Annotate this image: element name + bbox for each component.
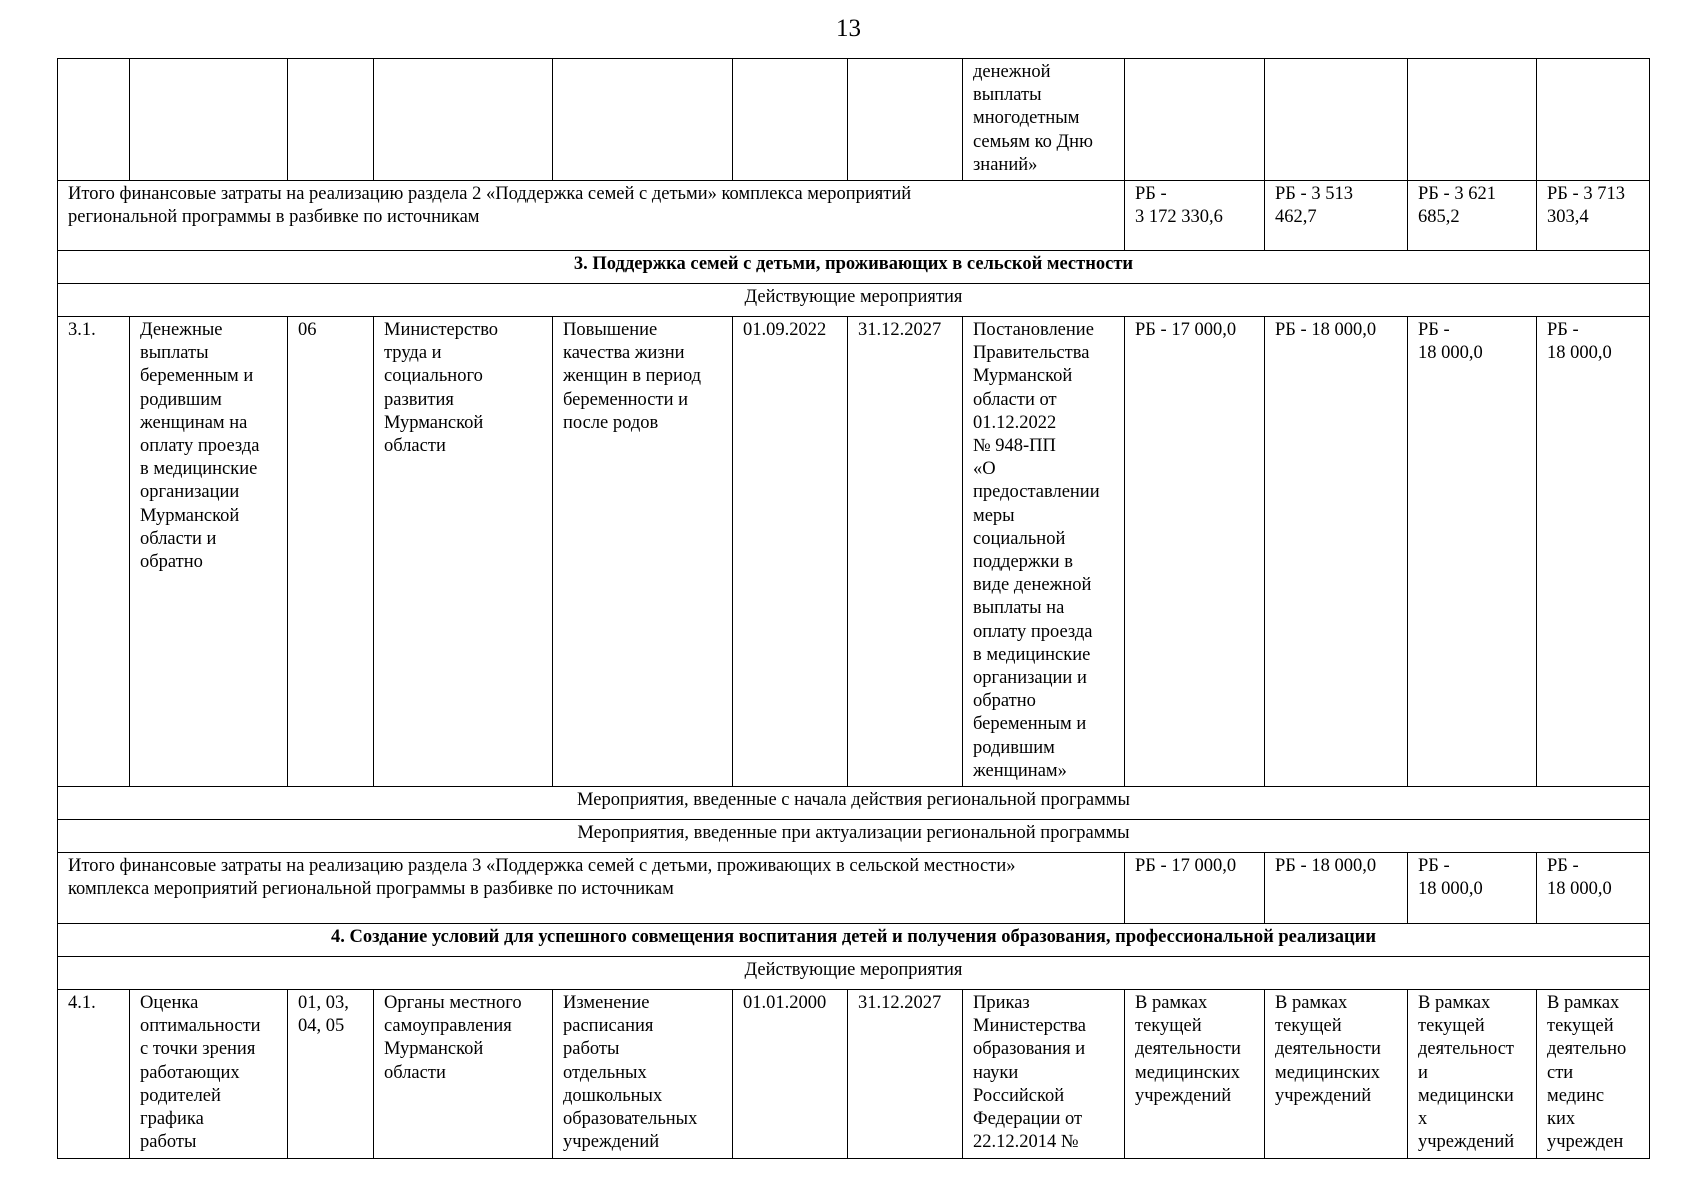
funding-year-4: В рамках текущей деятельно сти мединс ких учрежден [1537, 990, 1650, 1158]
subheader-row [58, 957, 1650, 990]
cell-empty [1537, 59, 1650, 181]
funding-year-3: В рамках текущей деятельност и медицински х учреждений [1408, 990, 1537, 1158]
cell-empty [1265, 59, 1408, 181]
legal-basis-continuation: денежной выплаты многодетным семьям ко Дню знаний» [963, 59, 1125, 181]
measure-legal-basis: Постановление Правительства Мурманской области от 01.12.2022 № 948-ПП «О предоставлении меры социальной поддержки в виде денежной выплаты на оплату проезда в медицинские организации и обратно беременным и родившим женщинам» [963, 317, 1125, 787]
funding-year-2: РБ - 3 513 462,7 [1265, 181, 1408, 251]
subheader-existing: Действующие мероприятия [58, 284, 1650, 317]
cell-empty [1408, 59, 1537, 181]
section-3-header-row [58, 251, 1650, 284]
continuation-row [58, 59, 1650, 181]
measure-executor: Министерство труда и социального развития Мурманской области [374, 317, 553, 787]
section-title: 3. Поддержка семей с детьми, проживающих в сельской местности [58, 251, 1650, 284]
measure-code: 01, 03, 04, 05 [288, 990, 374, 1158]
funding-year-1: В рамках текущей деятельности медицинских учреждений [1125, 990, 1265, 1158]
measure-name: Оценка оптимальности с точки зрения работающих родителей графика работы [130, 990, 288, 1158]
measure-code: 06 [288, 317, 374, 787]
cell-empty [553, 59, 733, 181]
funding-year-4: РБ - 18 000,0 [1537, 317, 1650, 787]
funding-year-1: РБ - 17 000,0 [1125, 317, 1265, 787]
measure-executor: Органы местного самоуправления Мурманской области [374, 990, 553, 1158]
measure-name: Денежные выплаты беременным и родившим женщинам на оплату проезда в медицинские организации Мурманской области и обратно [130, 317, 288, 787]
funding-year-1: РБ - 17 000,0 [1125, 853, 1265, 924]
measure-end-date: 31.12.2027 [848, 317, 963, 787]
funding-year-4: РБ - 18 000,0 [1537, 853, 1650, 924]
cell-empty [848, 59, 963, 181]
total-label: Итого финансовые затраты на реализацию раздела 3 «Поддержка семей с детьми, проживающих в сельской местности» комплекса мероприятий региональной программы в разбивке по источникам [58, 853, 1125, 924]
cell-empty [288, 59, 374, 181]
funding-year-3: РБ - 3 621 685,2 [1408, 181, 1537, 251]
program-measures-table [57, 58, 1650, 1159]
section-4-header-row [58, 924, 1650, 957]
measure-result: Повышение качества жизни женщин в период беременности и после родов [553, 317, 733, 787]
measure-end-date: 31.12.2027 [848, 990, 963, 1158]
measure-number: 4.1. [58, 990, 130, 1158]
subheader-row [58, 787, 1650, 820]
funding-year-3: РБ - 18 000,0 [1408, 853, 1537, 924]
total-row-section-2 [58, 181, 1650, 251]
funding-year-2: В рамках текущей деятельности медицинских учреждений [1265, 990, 1408, 1158]
total-row-section-3 [58, 853, 1650, 924]
measure-legal-basis: Приказ Министерства образования и науки Российской Федерации от 22.12.2014 № [963, 990, 1125, 1158]
section-title: 4. Создание условий для успешного совмещения воспитания детей и получения образования, профессиональной реализации [58, 924, 1650, 957]
cell-empty [130, 59, 288, 181]
cell-empty [58, 59, 130, 181]
measure-start-date: 01.09.2022 [733, 317, 848, 787]
cell-empty [733, 59, 848, 181]
measure-row-3-1 [58, 317, 1650, 787]
measure-row-4-1 [58, 990, 1650, 1158]
measure-result: Изменение расписания работы отдельных дошкольных образовательных учреждений [553, 990, 733, 1158]
funding-year-2: РБ - 18 000,0 [1265, 853, 1408, 924]
page-number: 13 [836, 15, 861, 42]
measure-start-date: 01.01.2000 [733, 990, 848, 1158]
subheader-introduced: Мероприятия, введенные с начала действия региональной программы [58, 787, 1650, 820]
subheader-row [58, 820, 1650, 853]
funding-year-3: РБ - 18 000,0 [1408, 317, 1537, 787]
cell-empty [1125, 59, 1265, 181]
measure-number: 3.1. [58, 317, 130, 787]
funding-year-4: РБ - 3 713 303,4 [1537, 181, 1650, 251]
subheader-existing: Действующие мероприятия [58, 957, 1650, 990]
funding-year-1: РБ - 3 172 330,6 [1125, 181, 1265, 251]
funding-year-2: РБ - 18 000,0 [1265, 317, 1408, 787]
cell-empty [374, 59, 553, 181]
subheader-row [58, 284, 1650, 317]
subheader-actualized: Мероприятия, введенные при актуализации региональной программы [58, 820, 1650, 853]
total-label: Итого финансовые затраты на реализацию раздела 2 «Поддержка семей с детьми» комплекса мероприятий региональной программы в разбивке по источникам [58, 181, 1125, 251]
